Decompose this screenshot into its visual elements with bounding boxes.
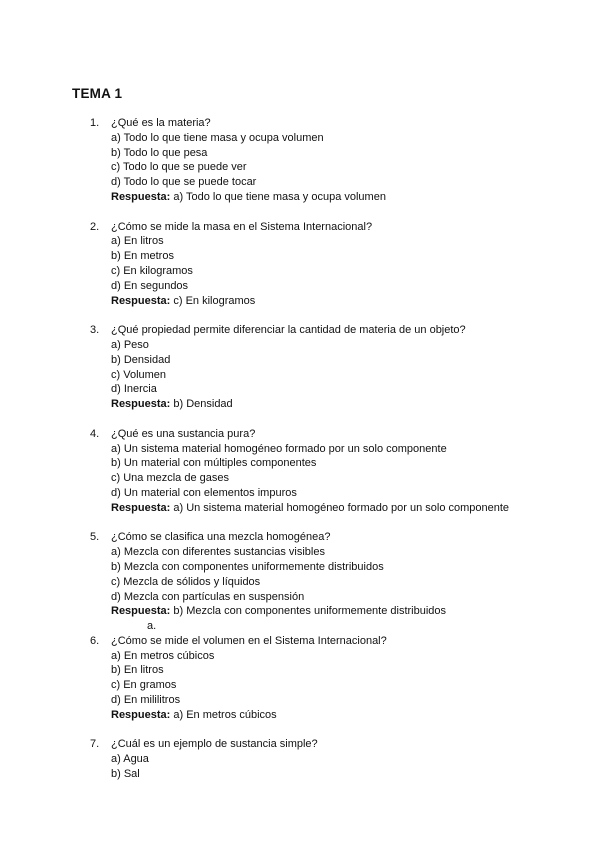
question-text: ¿Cómo se mide el volumen en el Sistema Internacional? bbox=[111, 634, 387, 647]
option-list bbox=[90, 545, 570, 634]
question-6 bbox=[90, 634, 570, 723]
option-b: b) Mezcla con componentes uniformemente distribuidos bbox=[111, 560, 384, 573]
question-line bbox=[90, 737, 570, 752]
option-c: c) En gramos bbox=[111, 679, 177, 692]
answer-label: Respuesta: bbox=[111, 294, 171, 307]
page-title: TEMA 1 bbox=[72, 86, 123, 101]
question-number: 7. bbox=[90, 738, 100, 751]
question-number: 1. bbox=[90, 117, 100, 129]
question-text: ¿Qué propiedad permite diferenciar la cantidad de materia de un objeto? bbox=[111, 324, 466, 337]
option-list bbox=[90, 234, 570, 308]
answer-line bbox=[111, 397, 570, 412]
option-list bbox=[90, 131, 570, 205]
question-number: 5. bbox=[90, 531, 100, 544]
answer-line bbox=[111, 501, 570, 516]
question-1 bbox=[90, 116, 570, 205]
option-c: c) Mezcla de sólidos y líquidos bbox=[111, 575, 261, 588]
question-line bbox=[90, 427, 570, 442]
answer-label: Respuesta: bbox=[111, 708, 171, 721]
option-list bbox=[90, 442, 570, 516]
question-line bbox=[90, 634, 570, 649]
question-number: 4. bbox=[90, 427, 100, 440]
option-c: c) En kilogramos bbox=[111, 264, 193, 277]
question-number: 3. bbox=[90, 324, 100, 337]
option-d: d) Inercia bbox=[111, 383, 157, 396]
question-text: ¿Cómo se clasifica una mezcla homogénea? bbox=[111, 531, 331, 544]
option-a: a) Agua bbox=[111, 753, 149, 766]
answer-text: b) Densidad bbox=[170, 398, 233, 411]
option-a: a) Todo lo que tiene masa y ocupa volumen bbox=[111, 131, 324, 144]
option-c: c) Una mezcla de gases bbox=[111, 472, 229, 485]
answer-line bbox=[111, 604, 570, 619]
answer-text: b) Mezcla con componentes uniformemente distribuidos bbox=[170, 605, 447, 618]
answer-label: Respuesta: bbox=[111, 605, 171, 618]
answer-label: Respuesta: bbox=[111, 190, 171, 203]
option-d: d) En segundos bbox=[111, 279, 189, 292]
question-text: ¿Qué es la materia? bbox=[111, 117, 211, 129]
question-7 bbox=[90, 737, 570, 781]
option-d: d) Un material con elementos impuros bbox=[111, 486, 297, 499]
answer-label: Respuesta: bbox=[111, 398, 171, 411]
option-a: a) Un sistema material homogéneo formado por un solo componente bbox=[111, 442, 447, 455]
answer-line bbox=[111, 708, 570, 723]
option-d: d) Todo lo que se puede tocar bbox=[111, 176, 257, 189]
answer-text: a) Todo lo que tiene masa y ocupa volumen bbox=[170, 190, 386, 203]
option-list bbox=[90, 338, 570, 412]
option-list bbox=[90, 752, 570, 782]
question-text: ¿Cuál es un ejemplo de sustancia simple? bbox=[111, 738, 318, 751]
question-text: ¿Cómo se mide la masa en el Sistema Internacional? bbox=[111, 220, 373, 233]
option-b: b) Todo lo que pesa bbox=[111, 146, 208, 159]
answer-label: Respuesta: bbox=[111, 501, 171, 514]
option-b: b) En litros bbox=[111, 664, 164, 677]
option-b: b) Densidad bbox=[111, 353, 171, 366]
question-4 bbox=[90, 427, 570, 516]
question-2 bbox=[90, 220, 570, 309]
answer-line bbox=[111, 294, 570, 309]
option-list bbox=[90, 649, 570, 723]
question-line bbox=[90, 530, 570, 545]
option-a: a) En metros cúbicos bbox=[111, 649, 215, 662]
question-line bbox=[90, 323, 570, 338]
sub-list-item: a. bbox=[147, 620, 157, 633]
option-a: a) Mezcla con diferentes sustancias visibles bbox=[111, 546, 325, 559]
answer-text: a) En metros cúbicos bbox=[170, 708, 277, 721]
option-c: c) Todo lo que se puede ver bbox=[111, 161, 247, 174]
question-text: ¿Qué es una sustancia pura? bbox=[111, 427, 256, 440]
option-c: c) Volumen bbox=[111, 368, 167, 381]
question-list bbox=[90, 116, 570, 797]
answer-text: c) En kilogramos bbox=[170, 294, 256, 307]
question-line bbox=[90, 220, 570, 235]
answer-line bbox=[111, 190, 570, 205]
question-5 bbox=[90, 530, 570, 634]
question-line bbox=[90, 116, 570, 131]
option-d: d) En mililitros bbox=[111, 694, 181, 707]
option-d: d) Mezcla con partículas en suspensión bbox=[111, 590, 305, 603]
option-a: a) En litros bbox=[111, 235, 164, 248]
option-b: b) En metros bbox=[111, 250, 174, 263]
question-number: 2. bbox=[90, 220, 100, 233]
question-number: 6. bbox=[90, 634, 100, 647]
question-3 bbox=[90, 323, 570, 412]
option-b: b) Sal bbox=[111, 768, 140, 781]
answer-text: a) Un sistema material homogéneo formado por un solo componente bbox=[170, 501, 510, 514]
option-b: b) Un material con múltiples componentes bbox=[111, 457, 317, 470]
option-a: a) Peso bbox=[111, 338, 149, 351]
